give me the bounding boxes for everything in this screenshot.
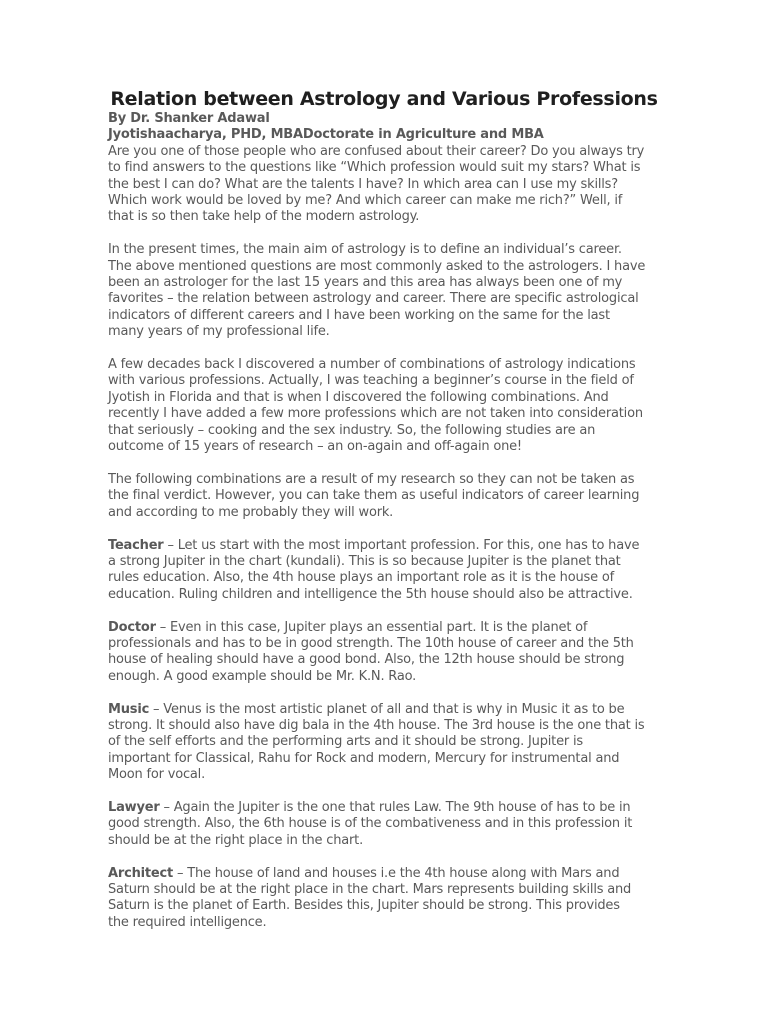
paragraph-line: Which work would be loved by me? And which career can make me rich?” Well, if xyxy=(108,193,623,209)
paragraph-line: The above mentioned questions are most commonly asked to the astrologers. I have xyxy=(108,258,646,274)
paragraph-line: the required intelligence. xyxy=(108,914,267,930)
paragraphs-container xyxy=(108,144,660,931)
paragraph-line: the best I can do? What are the talents I have? In which area can I use my skills? xyxy=(108,176,618,192)
paragraph-line: should be at the right place in the chart. xyxy=(108,832,364,848)
profession-lead-word: Music xyxy=(108,701,150,717)
paragraph-line: Music – Venus is the most artistic planet of all and that is why in Music it as to be xyxy=(108,701,625,717)
paragraph-line: professionals and has to be in good strength. The 10th house of career and the 5th xyxy=(108,635,634,651)
paragraph-line: to find answers to the questions like “Which profession would suit my stars? What is xyxy=(108,160,641,176)
paragraph-line: rules education. Also, the 4th house plays an important role as it is the house of xyxy=(108,570,614,586)
paragraph-line: that seriously – cooking and the sex industry. So, the following studies are an xyxy=(108,422,596,438)
page-title: Relation between Astrology and Various Professions xyxy=(110,88,658,110)
profession-paragraph xyxy=(108,620,660,686)
paragraph-line: Architect – The house of land and houses i.e the 4th house along with Mars and xyxy=(108,865,620,881)
body-paragraph xyxy=(108,242,660,340)
paragraph-line: Moon for vocal. xyxy=(108,767,206,783)
paragraph-line: many years of my professional life. xyxy=(108,324,330,340)
paragraph-line: The following combinations are a result of my research so they can not be taken as xyxy=(108,471,635,487)
paragraph-line: that is so then take help of the modern astrology. xyxy=(108,209,420,225)
profession-paragraph xyxy=(108,800,660,849)
paragraph-line: favorites – the relation between astrology and career. There are specific astrological xyxy=(108,291,639,307)
document-content xyxy=(108,88,660,931)
paragraph-line: the final verdict. However, you can take them as useful indicators of career learning xyxy=(108,488,640,504)
paragraph-line: important for Classical, Rahu for Rock and modern, Mercury for instrumental and xyxy=(108,750,620,766)
author-byline: By Dr. Shanker Adawal xyxy=(108,111,270,126)
body-paragraph xyxy=(108,144,660,226)
paragraph-line: Teacher – Let us start with the most important profession. For this, one has to have xyxy=(108,537,640,553)
paragraph-line: Jyotish in Florida and that is when I discovered the following combinations. And xyxy=(108,389,609,405)
profession-paragraph xyxy=(108,866,660,932)
paragraph-line: recently I have added a few more professions which are not taken into consideration xyxy=(108,406,643,422)
paragraph-line: and according to me probably they will work. xyxy=(108,504,394,520)
profession-lead-word: Doctor xyxy=(108,619,156,635)
body-paragraph xyxy=(108,472,660,521)
paragraph-line: A few decades back I discovered a number of combinations of astrology indications xyxy=(108,357,636,373)
paragraph-line: a strong Jupiter in the chart (kundali). This is so because Jupiter is the planet that xyxy=(108,553,621,569)
paragraph-line: Lawyer – Again the Jupiter is the one that rules Law. The 9th house of has to be in xyxy=(108,799,631,815)
profession-lead-word: Teacher xyxy=(108,537,164,553)
body-paragraph xyxy=(108,357,660,455)
profession-paragraph xyxy=(108,702,660,784)
profession-lead-word: Lawyer xyxy=(108,799,160,815)
paragraph-line: enough. A good example should be Mr. K.N. Rao. xyxy=(108,668,417,684)
paragraph-line: outcome of 15 years of research – an on-again and off-again one! xyxy=(108,439,522,455)
paragraph-line: house of healing should have a good bond. Also, the 12th house should be strong xyxy=(108,652,625,668)
paragraph-line: education. Ruling children and intelligence the 5th house should also be attractive. xyxy=(108,586,633,602)
paragraph-line: In the present times, the main aim of astrology is to define an individual’s career. xyxy=(108,242,622,258)
paragraph-line: of the self efforts and the performing arts and it should be strong. Jupiter is xyxy=(108,734,583,750)
paragraph-line: Saturn should be at the right place in the chart. Mars represents building skills and xyxy=(108,881,632,897)
paragraph-line: with various professions. Actually, I was teaching a beginner’s course in the field of xyxy=(108,373,634,389)
paragraph-line: strong. It should also have dig bala in the 4th house. The 3rd house is the one that is xyxy=(108,717,645,733)
paragraph-line: Are you one of those people who are confused about their career? Do you always try xyxy=(108,143,645,159)
profession-paragraph xyxy=(108,538,660,604)
paragraph-line: indicators of different careers and I have been working on the same for the last xyxy=(108,307,610,323)
paragraph-line: Saturn is the planet of Earth. Besides this, Jupiter should be strong. This provides xyxy=(108,898,620,914)
paragraph-line: Doctor – Even in this case, Jupiter plays an essential part. It is the planet of xyxy=(108,619,588,635)
author-credentials: Jyotishaacharya, PHD, MBADoctorate in Agriculture and MBA xyxy=(108,127,544,143)
paragraph-line: good strength. Also, the 6th house is of the combativeness and in this profession it xyxy=(108,816,633,832)
paragraph-line: been an astrologer for the last 15 years and this area has always been one of my xyxy=(108,275,623,291)
profession-lead-word: Architect xyxy=(108,865,174,881)
